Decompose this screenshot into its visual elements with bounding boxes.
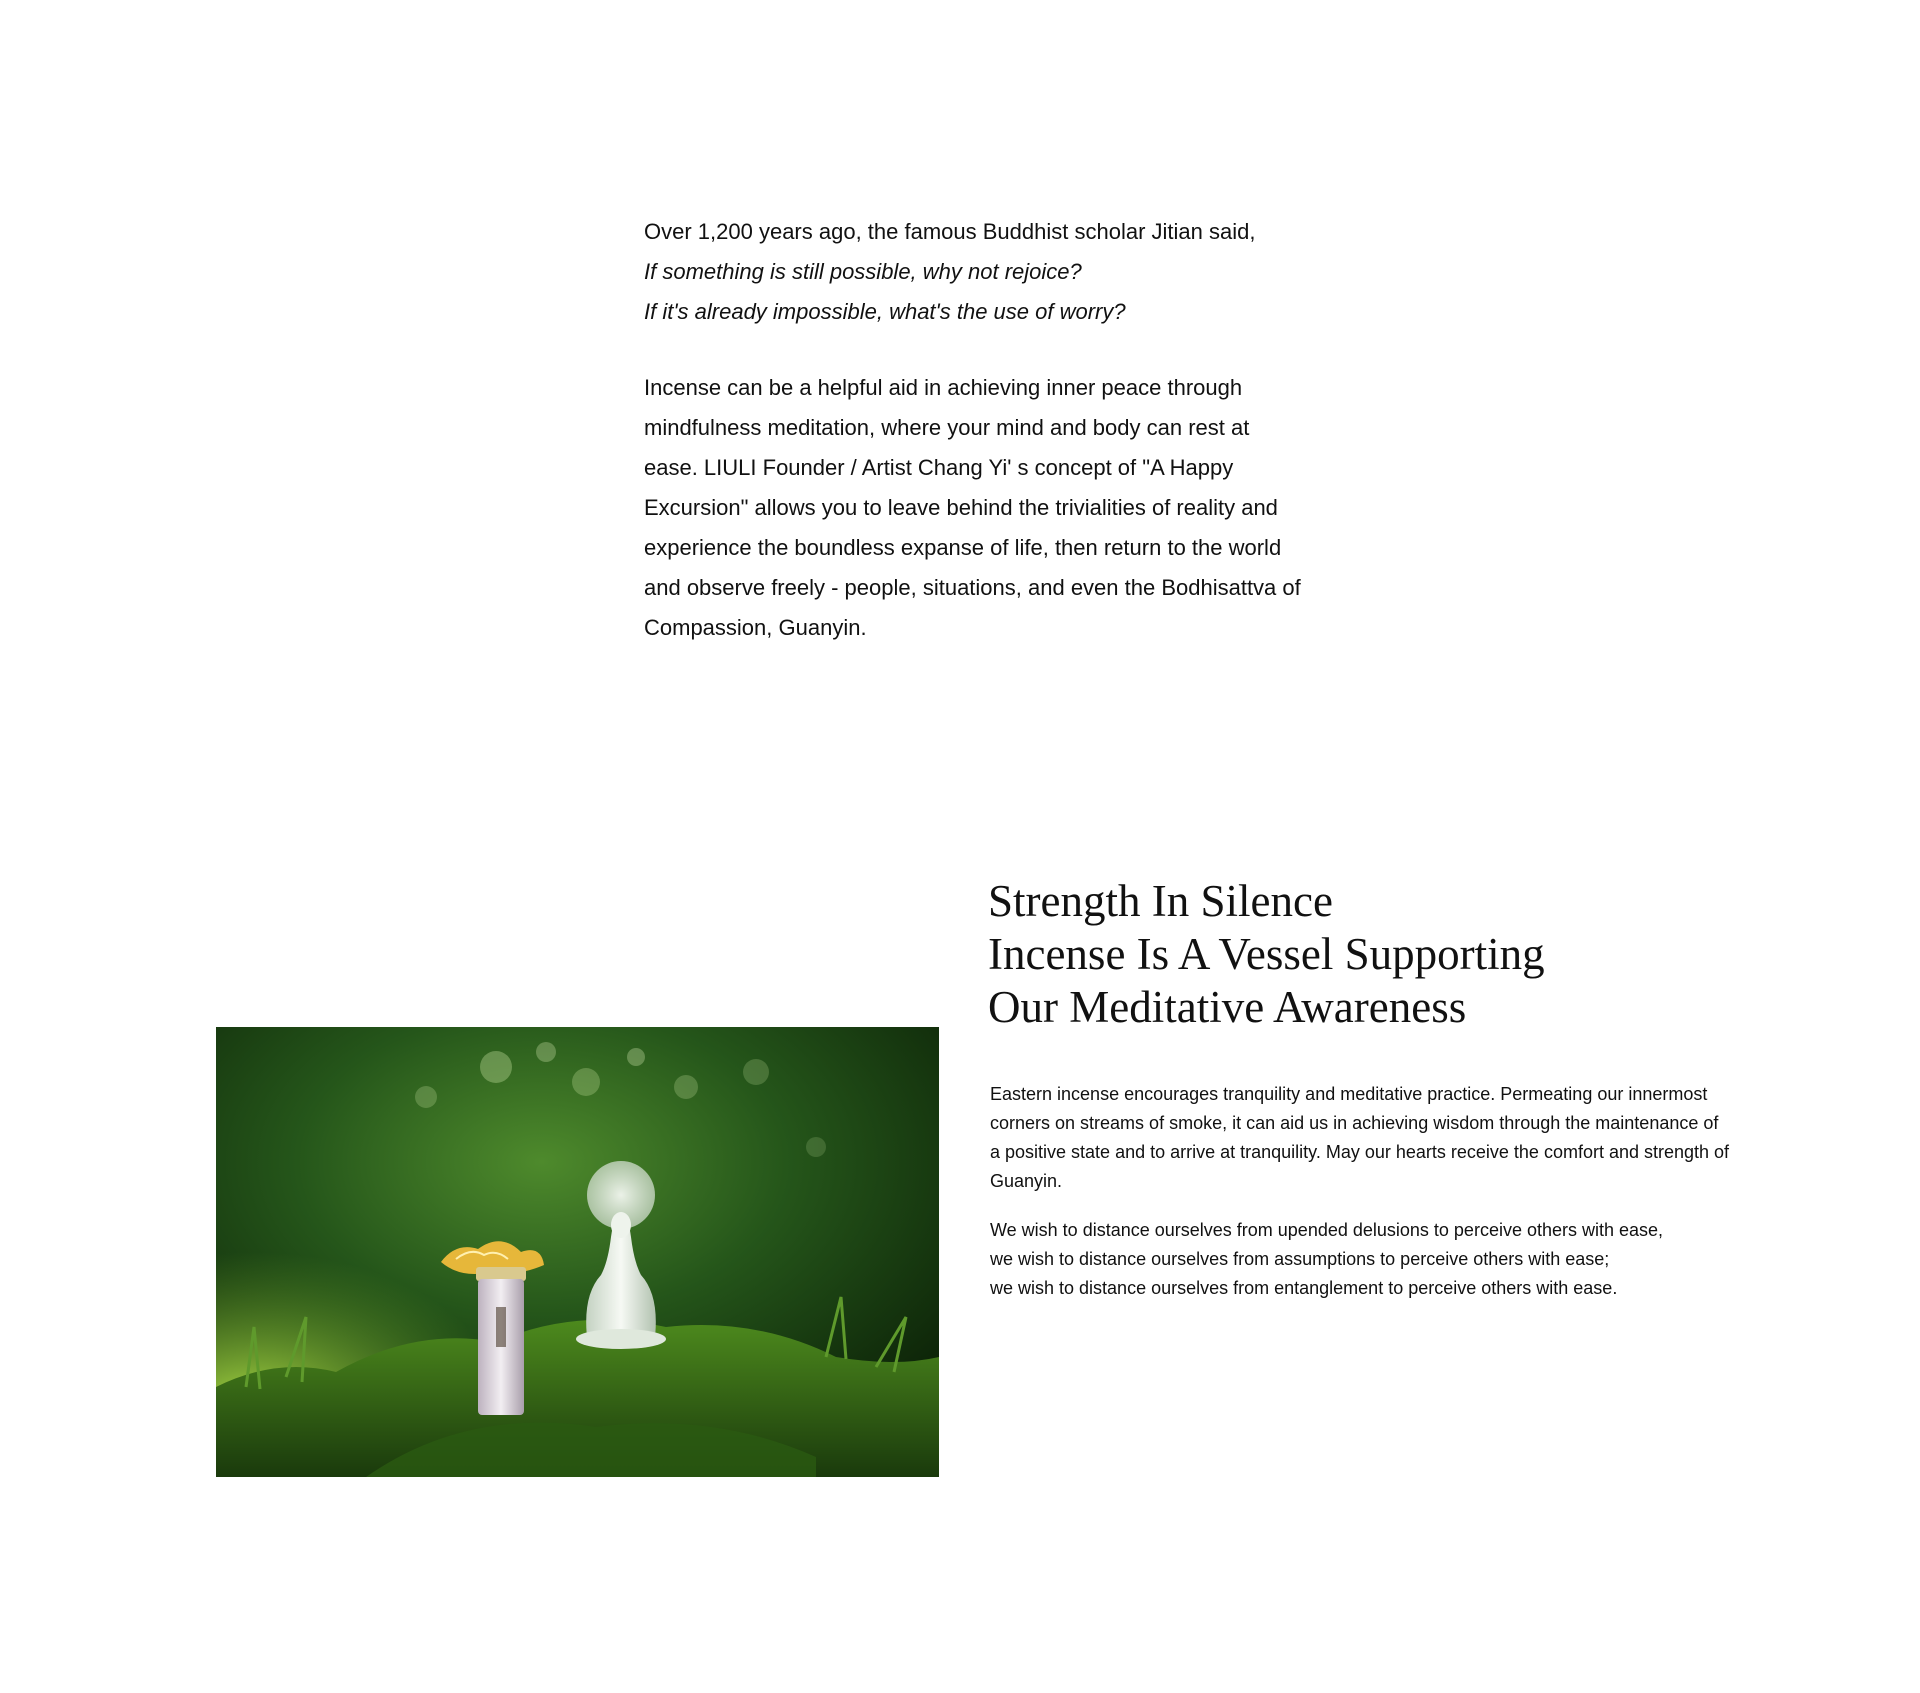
wish-line-3: we wish to distance ourselves from entanglement to perceive others with ease.: [990, 1278, 1618, 1298]
intro-section: [644, 212, 1304, 648]
wish-line-1: We wish to distance ourselves from upended delusions to perceive others with ease,: [990, 1220, 1664, 1240]
quote-line-2: If it's already impossible, what's the use of worry?: [644, 299, 1126, 324]
intro-lead: Over 1,200 years ago, the famous Buddhist scholar Jitian said,: [644, 219, 1256, 244]
wishes-paragraph: [990, 1216, 1730, 1303]
headline-line-1: Strength In Silence: [988, 876, 1333, 926]
forest-scene-image: [216, 1027, 939, 1477]
quote-line-1: If something is still possible, why not rejoice?: [644, 259, 1082, 284]
intro-paragraph: Incense can be a helpful aid in achieving inner peace through mindfulness meditation, where your mind and body can rest at ease. LIULI Founder / Artist Chang Yi' s concept of "A Happy Excursion" allows you to leave behind the trivialities of reality and experience the boundless expanse of life, then return to the world and observe freely - people, situations, and even the Bodhisattva of Compassion, Guanyin.: [644, 375, 1301, 640]
wish-line-2: we wish to distance ourselves from assumptions to perceive others with ease;: [990, 1249, 1610, 1269]
headline-line-3: Our Meditative Awareness: [988, 982, 1467, 1032]
headline-line-2: Incense Is A Vessel Supporting: [988, 929, 1545, 979]
guanyin-incense-photo: [216, 1027, 939, 1477]
feature-headline: [988, 875, 1748, 1034]
feature-body: [990, 1080, 1730, 1303]
feature-paragraph: Eastern incense encourages tranquility and meditative practice. Permeating our innermost corners on streams of smoke, it can aid us in achieving wisdom through the maintenance of a positive state and to arrive at tranquility. May our hearts receive the comfort and strength of Guanyin.: [990, 1084, 1730, 1191]
